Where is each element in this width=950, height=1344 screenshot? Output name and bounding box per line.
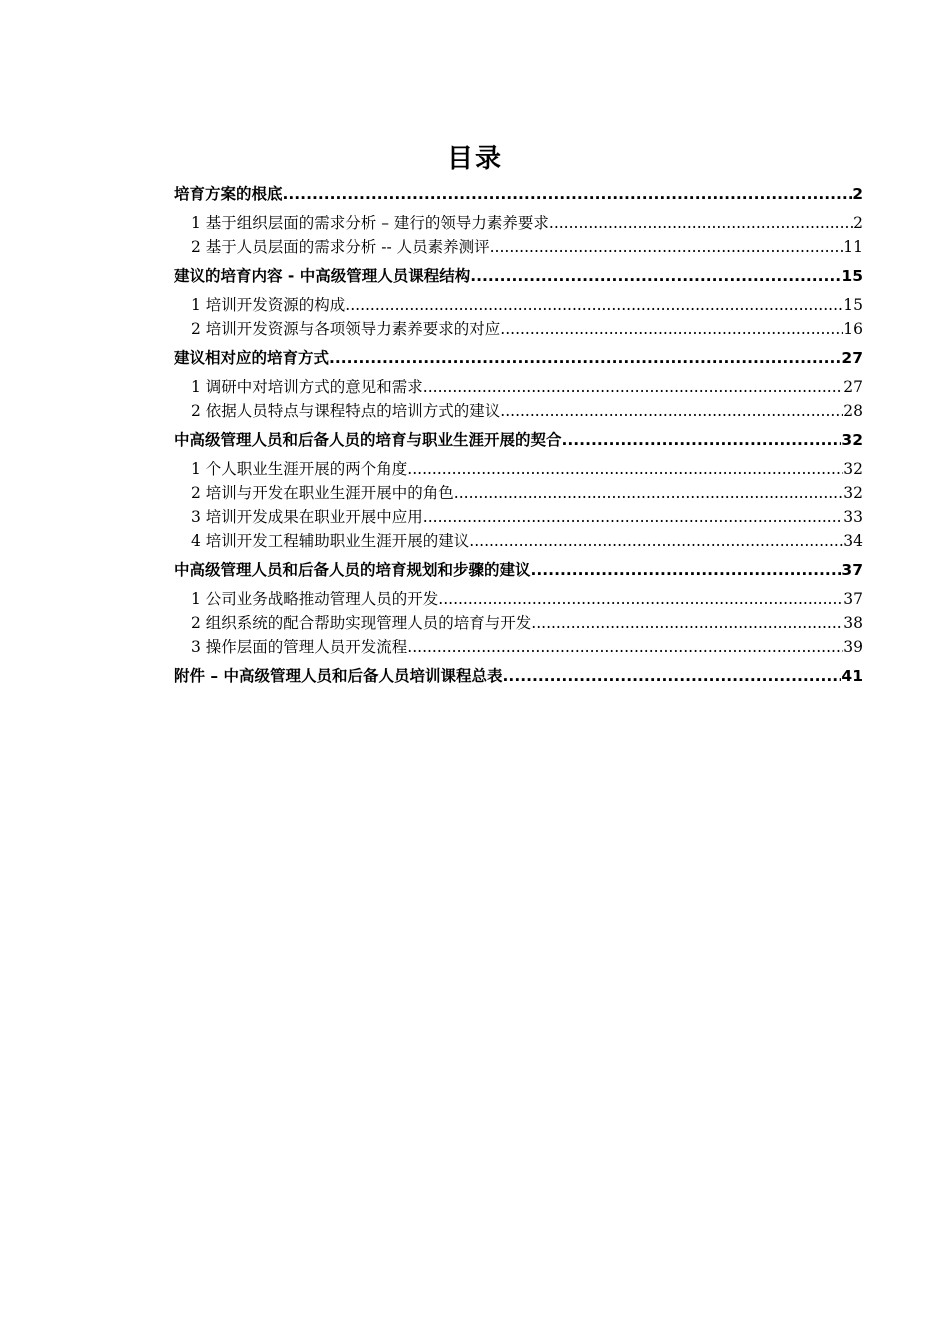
toc-entry-label: 3 培训开发成果在职业开展中应用 [191,508,423,526]
toc-entry-item[interactable] [174,293,863,317]
toc-entry-page: 32 [843,460,863,478]
toc-sub-list [174,370,863,428]
toc-entry-page: 27 [843,378,863,396]
toc-entry-page: 28 [843,402,863,420]
toc-entry-page: 27 [841,349,863,367]
dot-leader [283,182,853,206]
toc-entry-page: 32 [841,431,863,449]
toc-section [174,558,863,664]
toc-entry-label: 建议的培育内容 - 中高级管理人员课程结构 [174,267,471,285]
dot-leader [500,317,843,341]
toc-entry-label: 4 培训开发工程辅助职业生涯开展的建议 [191,532,470,550]
toc-entry-page: 41 [841,667,863,685]
toc-entry-page: 33 [843,508,863,526]
toc-entry-label: 1 基于组织层面的需求分析 – 建行的领导力素养要求 [191,214,549,232]
toc-entry-page: 15 [843,296,863,314]
toc-entry-label: 2 培训开发资源与各项领导力素养要求的对应 [191,320,501,338]
dot-leader [454,481,843,505]
toc-sub-list [174,288,863,346]
toc-entry-page: 38 [843,614,863,632]
dot-leader [470,264,841,288]
toc-entry-item[interactable] [174,587,863,611]
toc-entry-label: 3 操作层面的管理人员开发流程 [191,638,408,656]
toc-entry-page: 37 [841,561,863,579]
toc-entry-section[interactable] [174,558,863,582]
toc-entry-page: 34 [843,532,863,550]
toc-sub-list [174,206,863,264]
toc-entry-section[interactable] [174,264,863,288]
dot-leader [423,505,843,529]
toc-entry-label: 2 依据人员特点与课程特点的培训方式的建议 [191,402,501,420]
toc-entry-item[interactable] [174,611,863,635]
toc-section [174,428,863,558]
toc-entry-item[interactable] [174,375,863,399]
dot-leader [329,346,841,370]
toc-entry-label: 1 个人职业生涯开展的两个角度 [191,460,408,478]
toc-entry-item[interactable] [174,399,863,423]
toc-entry-label: 建议相对应的培育方式 [174,349,330,367]
toc-entry-item[interactable] [174,481,863,505]
toc-entry-label: 附件 – 中高级管理人员和后备人员培训课程总表 [174,667,503,685]
toc-entry-item[interactable] [174,635,863,659]
toc-entry-label: 中高级管理人员和后备人员的培育与职业生涯开展的契合 [174,431,562,449]
table-of-contents [174,182,863,688]
dot-leader [407,457,843,481]
toc-entry-item[interactable] [174,529,863,553]
toc-entry-page: 32 [843,484,863,502]
toc-entry-label: 1 调研中对培训方式的意见和需求 [191,378,423,396]
toc-entry-label: 中高级管理人员和后备人员的培育规划和步骤的建议 [174,561,531,579]
dot-leader [423,375,843,399]
dot-leader [562,428,842,452]
toc-section [174,182,863,264]
toc-entry-page: 11 [843,238,863,256]
toc-entry-page: 2 [852,185,863,203]
toc-sub-list [174,582,863,664]
toc-entry-page: 37 [843,590,863,608]
toc-entry-page: 2 [853,214,863,232]
toc-section [174,346,863,428]
dot-leader [490,235,844,259]
toc-entry-section[interactable] [174,428,863,452]
toc-entry-section[interactable] [174,664,863,688]
toc-entry-item[interactable] [174,457,863,481]
toc-entry-page: 16 [843,320,863,338]
toc-section [174,664,863,688]
dot-leader [500,399,843,423]
toc-entry-item[interactable] [174,505,863,529]
dot-leader [407,635,843,659]
dot-leader [549,211,853,235]
toc-entry-section[interactable] [174,346,863,370]
toc-entry-label: 2 组织系统的配合帮助实现管理人员的培育与开发 [191,614,532,632]
toc-entry-label: 培育方案的根底 [174,185,283,203]
dot-leader [531,611,843,635]
dot-leader [345,293,843,317]
dot-leader [503,664,842,688]
toc-entry-item[interactable] [174,211,863,235]
toc-entry-page: 39 [843,638,863,656]
toc-entry-label: 1 公司业务战略推动管理人员的开发 [191,590,439,608]
dot-leader [469,529,843,553]
toc-entry-label: 2 基于人员层面的需求分析 -- 人员素养测评 [191,238,490,256]
toc-title: 目录 [446,144,503,174]
dot-leader [531,558,842,582]
toc-entry-label: 2 培训与开发在职业生涯开展中的角色 [191,484,454,502]
toc-entry-section[interactable] [174,182,863,206]
toc-entry-item[interactable] [174,235,863,259]
dot-leader [438,587,843,611]
toc-entry-item[interactable] [174,317,863,341]
toc-entry-page: 15 [841,267,863,285]
toc-entry-label: 1 培训开发资源的构成 [191,296,346,314]
toc-section [174,264,863,346]
toc-sub-list [174,452,863,558]
